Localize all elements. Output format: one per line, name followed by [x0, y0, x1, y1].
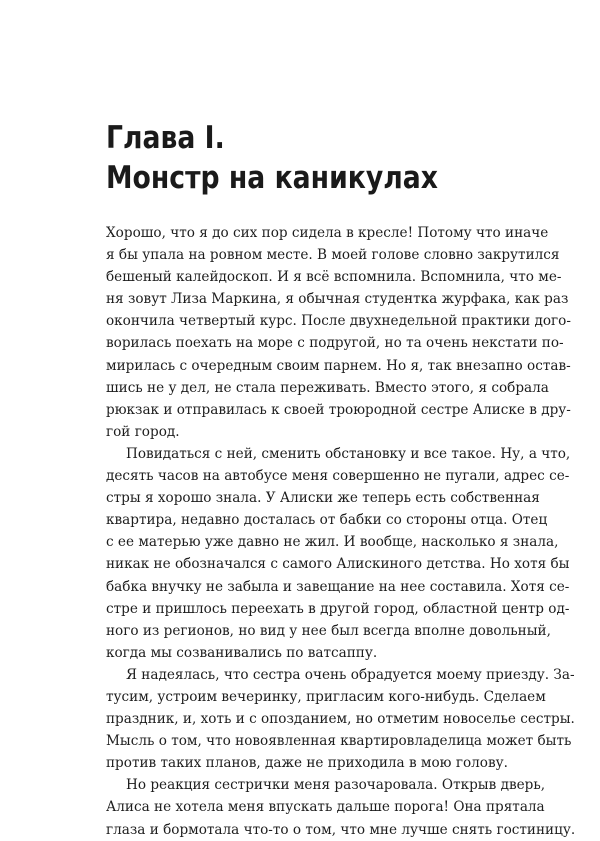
text-line: бабка внучку не забыла и завещание на нее составила. Хотя се-: [106, 578, 570, 595]
text-line: стре и пришлось переехать в другой город, областной центр од-: [106, 600, 570, 617]
text-line: никак не обозначался с самого Алискиного детства. Но хотя бы: [106, 556, 570, 573]
chapter-title-line-2: Монстр на каникулах: [106, 160, 438, 196]
paragraph: [106, 443, 571, 664]
chapter-body-text: [106, 222, 576, 841]
text-line: Повидаться с ней, сменить обстановку и все такое. Ну, а что,: [126, 445, 571, 462]
text-line: квартира, недавно досталась от бабки со стороны отца. Отец: [106, 512, 548, 529]
text-line: Я надеялась, что сестра очень обрадуется моему приезду. За-: [126, 666, 575, 683]
text-line: ворилась поехать на море с подругой, но та очень некстати по-: [106, 335, 564, 352]
text-line: Но реакция сестрички меня разочаровала. Открыв дверь,: [126, 777, 546, 794]
paragraph: [106, 222, 571, 443]
text-line: я бы упала на ровном месте. В моей голове словно закрутился: [106, 247, 560, 264]
paragraph: [106, 774, 576, 840]
text-line: Мысль о том, что новоявленная квартировладелица может быть: [106, 733, 572, 750]
text-line: гой город.: [106, 423, 180, 440]
text-line: мирилась с очередным своим парнем. Но я, так внезапно остав-: [106, 357, 571, 374]
text-line: с ее матерью уже давно не жил. И вообще, насколько я знала,: [106, 534, 559, 551]
chapter-title-line-1: Глава I.: [106, 120, 225, 156]
text-line: Алиса не хотела меня впускать дальше порога! Она прятала: [106, 799, 545, 816]
text-line: праздник, и, хоть и с опозданием, но отметим новоселье сестры.: [106, 711, 575, 728]
chapter-heading: [106, 118, 467, 198]
text-line: тусим, устроим вечеринку, пригласим кого-нибудь. Сделаем: [106, 688, 546, 705]
text-line: глаза и бормотала что-то о том, что мне лучше снять гостиницу.: [106, 821, 576, 838]
text-line: бешеный калейдоскоп. И я всё вспомнила. Вспомнила, что ме-: [106, 269, 562, 286]
text-line: шись не у дел, не стала переживать. Вместо этого, я собрала: [106, 379, 549, 396]
text-line: окончила четвертый курс. После двухнедельной практики дого-: [106, 313, 571, 330]
text-line: против таких планов, даже не приходила в мою голову.: [106, 755, 508, 772]
text-line: когда мы созванивались по ватсаппу.: [106, 644, 378, 661]
paragraph: [106, 664, 575, 774]
text-line: Хорошо, что я до сих пор сидела в кресле! Потому что иначе: [106, 225, 549, 241]
text-line: десять часов на автобусе меня совершенно не пугали, адрес се-: [106, 468, 570, 485]
text-line: стры я хорошо знала. У Алиски же теперь есть собственная: [106, 490, 540, 507]
text-line: рюкзак и отправилась к своей троюродной сестре Алиске в дру-: [106, 401, 571, 418]
text-line: ного из регионов, но вид у нее был всегда вполне довольный,: [106, 622, 551, 639]
text-line: ня зовут Лиза Маркина, я обычная студентка журфака, как раз: [106, 291, 569, 308]
